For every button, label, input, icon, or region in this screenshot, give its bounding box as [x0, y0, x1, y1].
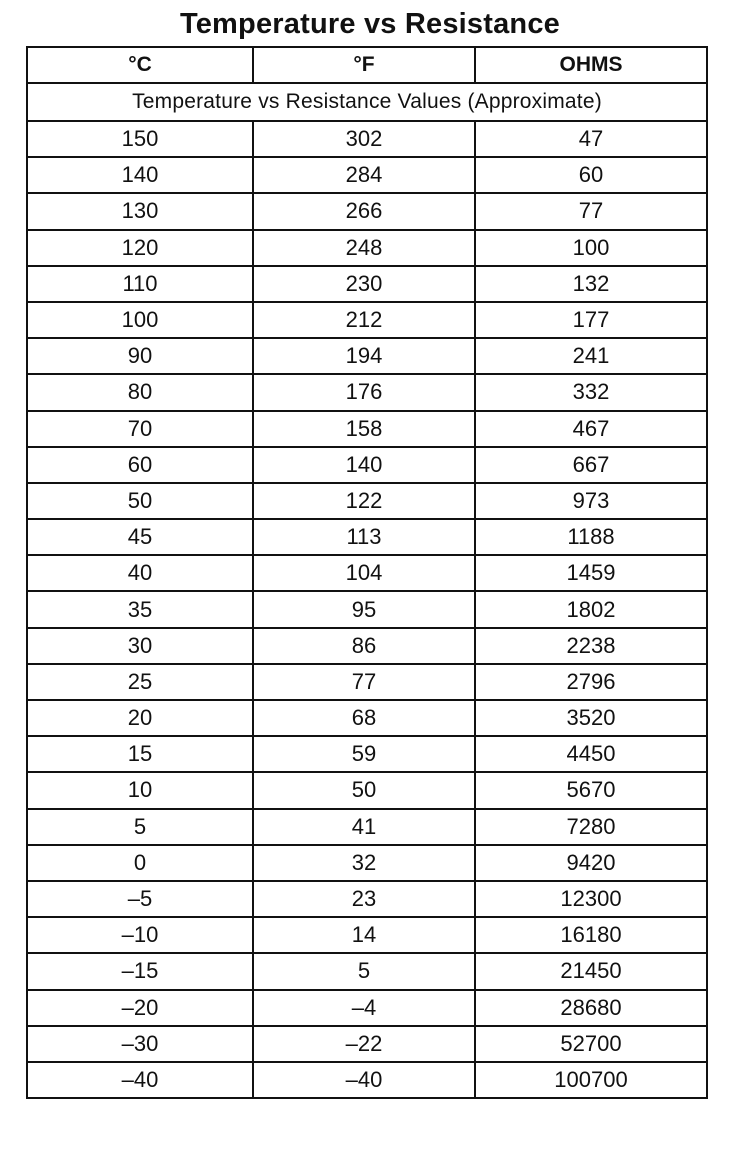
table-row: [27, 411, 707, 447]
cell-celsius: –40: [27, 1062, 253, 1098]
cell-fahrenheit: 194: [253, 338, 475, 374]
cell-celsius: 150: [27, 121, 253, 157]
column-header-fahrenheit: °F: [253, 47, 475, 83]
cell-ohms: 177: [475, 302, 707, 338]
cell-fahrenheit: 230: [253, 266, 475, 302]
cell-celsius: 60: [27, 447, 253, 483]
cell-ohms: 1802: [475, 591, 707, 627]
cell-fahrenheit: 158: [253, 411, 475, 447]
cell-fahrenheit: –22: [253, 1026, 475, 1062]
cell-fahrenheit: 14: [253, 917, 475, 953]
cell-ohms: 12300: [475, 881, 707, 917]
cell-celsius: 10: [27, 772, 253, 808]
table-row: [27, 736, 707, 772]
cell-ohms: 47: [475, 121, 707, 157]
cell-celsius: 40: [27, 555, 253, 591]
table-row: [27, 266, 707, 302]
cell-fahrenheit: 104: [253, 555, 475, 591]
cell-celsius: 5: [27, 809, 253, 845]
cell-celsius: 90: [27, 338, 253, 374]
cell-ohms: 332: [475, 374, 707, 410]
cell-fahrenheit: 140: [253, 447, 475, 483]
cell-celsius: 35: [27, 591, 253, 627]
cell-fahrenheit: 176: [253, 374, 475, 410]
cell-fahrenheit: 68: [253, 700, 475, 736]
table-row: [27, 338, 707, 374]
cell-ohms: 241: [475, 338, 707, 374]
cell-fahrenheit: 23: [253, 881, 475, 917]
cell-ohms: 16180: [475, 917, 707, 953]
page-title: Temperature vs Resistance: [179, 8, 561, 40]
cell-celsius: –5: [27, 881, 253, 917]
cell-fahrenheit: 77: [253, 664, 475, 700]
table-row: [27, 1026, 707, 1062]
table-row: [27, 121, 707, 157]
cell-fahrenheit: 59: [253, 736, 475, 772]
table-row: [27, 1062, 707, 1098]
table-row: [27, 483, 707, 519]
cell-celsius: 45: [27, 519, 253, 555]
table-row: [27, 953, 707, 989]
cell-ohms: 2238: [475, 628, 707, 664]
cell-ohms: 100: [475, 230, 707, 266]
cell-fahrenheit: 41: [253, 809, 475, 845]
cell-fahrenheit: 266: [253, 193, 475, 229]
table-row: [27, 881, 707, 917]
cell-ohms: 1188: [475, 519, 707, 555]
table-body: [27, 121, 707, 1098]
cell-fahrenheit: 248: [253, 230, 475, 266]
table-row: [27, 302, 707, 338]
cell-fahrenheit: –4: [253, 990, 475, 1026]
cell-celsius: 0: [27, 845, 253, 881]
table-row: [27, 628, 707, 664]
cell-celsius: –15: [27, 953, 253, 989]
cell-celsius: –30: [27, 1026, 253, 1062]
table-row: [27, 591, 707, 627]
table-row: [27, 374, 707, 410]
cell-ohms: 9420: [475, 845, 707, 881]
cell-ohms: 5670: [475, 772, 707, 808]
table-row: [27, 230, 707, 266]
cell-celsius: 110: [27, 266, 253, 302]
cell-fahrenheit: 86: [253, 628, 475, 664]
table-row: [27, 809, 707, 845]
cell-ohms: 973: [475, 483, 707, 519]
cell-celsius: 80: [27, 374, 253, 410]
cell-celsius: 25: [27, 664, 253, 700]
table-row: [27, 664, 707, 700]
table-row: [27, 157, 707, 193]
cell-fahrenheit: 212: [253, 302, 475, 338]
cell-celsius: 100: [27, 302, 253, 338]
cell-fahrenheit: 32: [253, 845, 475, 881]
table-row: [27, 772, 707, 808]
cell-fahrenheit: 113: [253, 519, 475, 555]
table-row: [27, 519, 707, 555]
cell-ohms: 77: [475, 193, 707, 229]
cell-fahrenheit: 122: [253, 483, 475, 519]
cell-fahrenheit: –40: [253, 1062, 475, 1098]
cell-ohms: 3520: [475, 700, 707, 736]
cell-fahrenheit: 95: [253, 591, 475, 627]
cell-ohms: 467: [475, 411, 707, 447]
cell-ohms: 7280: [475, 809, 707, 845]
cell-celsius: 50: [27, 483, 253, 519]
table-row: [27, 447, 707, 483]
cell-fahrenheit: 50: [253, 772, 475, 808]
cell-ohms: 21450: [475, 953, 707, 989]
cell-ohms: 60: [475, 157, 707, 193]
cell-ohms: 28680: [475, 990, 707, 1026]
temperature-resistance-table: [26, 46, 708, 1099]
table-row: [27, 193, 707, 229]
cell-celsius: 70: [27, 411, 253, 447]
cell-celsius: –20: [27, 990, 253, 1026]
cell-ohms: 52700: [475, 1026, 707, 1062]
cell-celsius: –10: [27, 917, 253, 953]
table-row: [27, 845, 707, 881]
cell-celsius: 140: [27, 157, 253, 193]
table-subtitle: Temperature vs Resistance Values (Approximate): [27, 83, 707, 121]
table-subtitle-row: [27, 83, 707, 121]
column-header-ohms: OHMS: [475, 47, 707, 83]
cell-ohms: 132: [475, 266, 707, 302]
cell-celsius: 120: [27, 230, 253, 266]
cell-celsius: 15: [27, 736, 253, 772]
table-row: [27, 700, 707, 736]
cell-ohms: 667: [475, 447, 707, 483]
table-row: [27, 555, 707, 591]
cell-fahrenheit: 5: [253, 953, 475, 989]
cell-ohms: 100700: [475, 1062, 707, 1098]
cell-celsius: 30: [27, 628, 253, 664]
column-header-celsius: °C: [27, 47, 253, 83]
table-header-row: [27, 47, 707, 83]
cell-fahrenheit: 302: [253, 121, 475, 157]
table-row: [27, 990, 707, 1026]
cell-celsius: 20: [27, 700, 253, 736]
cell-ohms: 4450: [475, 736, 707, 772]
cell-ohms: 2796: [475, 664, 707, 700]
cell-fahrenheit: 284: [253, 157, 475, 193]
cell-celsius: 130: [27, 193, 253, 229]
table-row: [27, 917, 707, 953]
cell-ohms: 1459: [475, 555, 707, 591]
